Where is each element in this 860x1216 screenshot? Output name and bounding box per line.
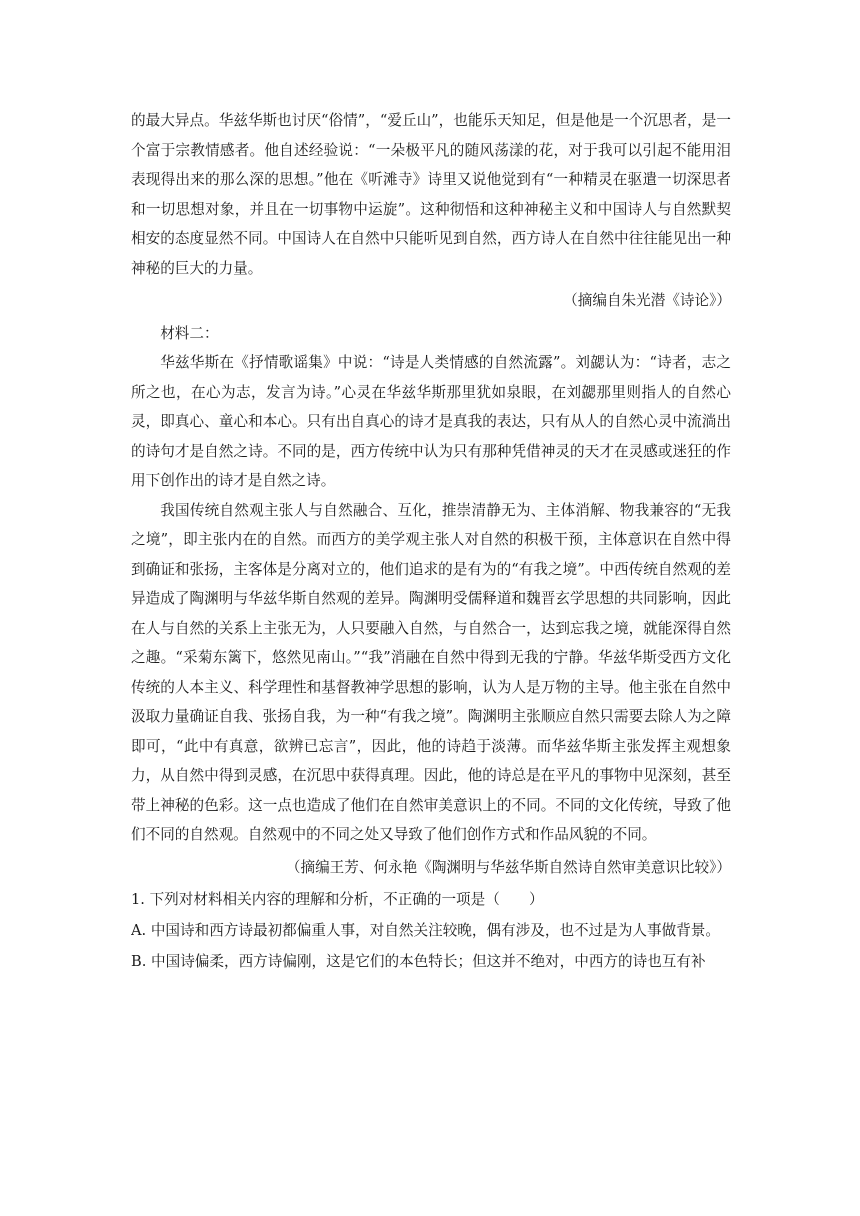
- source-citation-1: （摘编自朱光潜《诗论》）: [563, 292, 731, 309]
- document-page: [131, 106, 731, 977]
- question-stem: 1. 下列对材料相关内容的理解和分析，不正确的一项是（ ）: [131, 891, 544, 908]
- question-option-a: A. 中国诗和西方诗最初都偏重人事，对自然关注较晚，偶有涉及，也不过是为人事做背景。: [131, 922, 720, 939]
- continuation-paragraph: 的最大异点。华兹华斯也讨厌“俗情”，“爱丘山”，也能乐天知足，但是他是一个沉思者，是一个富于宗教情感者。他自述经验说：“一朵极平凡的随风荡漾的花，对于我可以引起不能用泪表现得出来的那么深的思想。”他在《听滩寺》诗里又说他觉到有“一种精灵在驱遣一切深思者和一切思想对象，并且在一切事物中运旋”。这种彻悟和这种神秘主义和中国诗人与自然默契相安的态度显然不同。中国诗人在自然中只能听见到自然，西方诗人在自然中往往能见出一种神秘的巨大的力量。: [131, 112, 731, 277]
- question-option-b: B. 中国诗偏柔，西方诗偏刚，这是它们的本色特长；但这并不绝对，中西方的诗也互有补: [131, 953, 706, 970]
- material-paragraph: 我国传统自然观主张人与自然融合、互化，推崇清静无为、主体消解、物我兼容的“无我之境”，即主张内在的自然。而西方的美学观主张人对自然的积极干预，主体意识在自然中得到确证和张扬，主客体是分离对立的，他们追求的是有为的“有我之境”。中西传统自然观的差异造成了陶渊明与华兹华斯自然观的差异。陶渊明受儒释道和魏晋玄学思想的共同影响，因此在人与自然的关系上主张无为，人只要融入自然，与自然合一，达到忘我之境，就能深得自然之趣。“采菊东篱下，悠然见南山。”“我”消融在自然中得到无我的宁静。华兹华斯受西方文化传统的人本主义、科学理性和基督教神学思想的影响，认为人是万物的主导。他主张在自然中汲取力量确证自我、张扬自我，为一种“有我之境”。陶渊明主张顺应自然只需要去除人为之障即可，“此中有真意，欲辨已忘言”，因此，他的诗趋于淡薄。而华兹华斯主张发挥主观想象力，从自然中得到灵感，在沉思中获得真理。因此，他的诗总是在平凡的事物中见深刻，甚至带上神秘的色彩。这一点也造成了他们在自然审美意识上的不同。不同的文化传统，导致了他们不同的自然观。自然观中的不同之处又导致了他们创作方式和作品风貌的不同。: [131, 501, 731, 843]
- source-citation-2: （摘编王芳、何永艳《陶渊明与华兹华斯自然诗自然审美意识比较》）: [285, 858, 731, 876]
- material-paragraph: 华兹华斯在《抒情歌谣集》中说：“诗是人类情感的自然流露”。刘勰认为：“诗者，志之所之也，在心为志，发言为诗。”心灵在华兹华斯那里犹如泉眼，在刘勰那里则指人的自然心灵，即真心、童心和本心。只有出自真心的诗才是真我的表达，只有从人的自然心灵中流淌出的诗句才是自然之诗。不同的是，西方传统中认为只有那种凭借神灵的天才在灵感或迷狂的作用下创作出的诗才是自然之诗。: [131, 354, 731, 489]
- material-label: 材料二：: [160, 324, 219, 342]
